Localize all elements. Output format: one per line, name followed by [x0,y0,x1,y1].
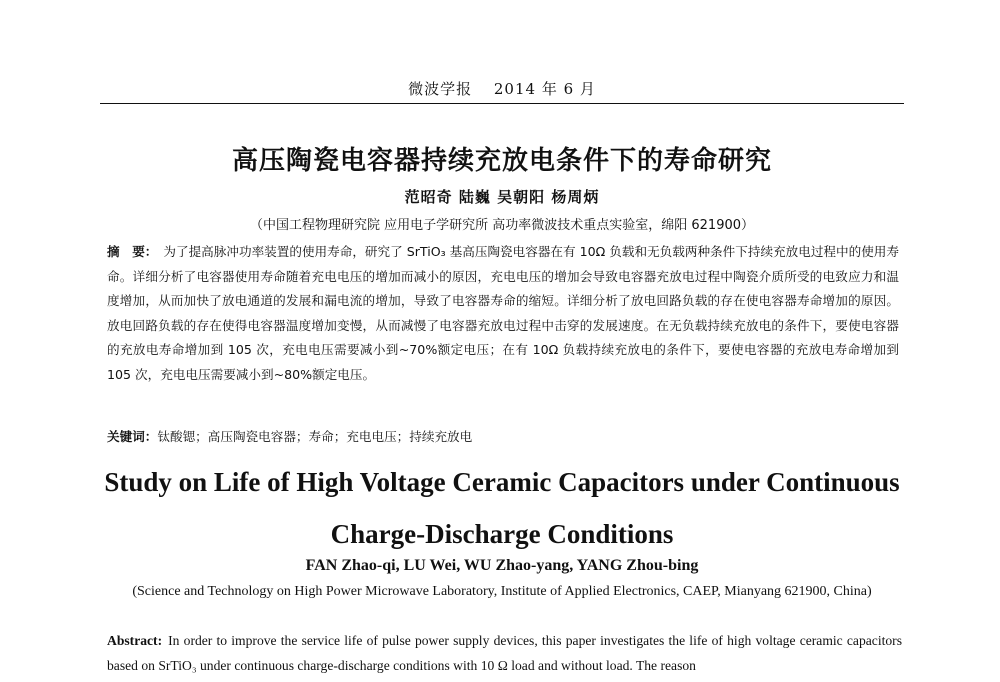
english-abstract-label: Abstract: [107,633,163,648]
chinese-authors: 范昭奇 陆巍 吴朝阳 杨周炳 [404,188,600,206]
header-rule [100,103,904,104]
english-affiliation: (Science and Technology on High Power Microwave Laboratory, Institute of Applied Electronics, CAEP, Mianyang 621900, China) [132,584,872,599]
english-title: Study on Life of High Voltage Ceramic Capacitors under Continuous Charge-Discharge Conditions [104,467,900,549]
chinese-keywords-text: 钛酸锶；高压陶瓷电容器；寿命；充电电压；持续充放电 [157,429,473,444]
chinese-affiliation: （中国工程物理研究院 应用电子学研究所 高功率微波技术重点实验室，绵阳 621900） [249,218,755,233]
english-abstract-text: In order to improve the service life of pulse power supply devices, this paper investigates the life of high voltage ceramic capacitors based on SrTiO₃ under continuous charge-discharge conditions with 10 Ω load and without load. The reason [107,633,902,673]
chinese-abstract-label: 摘 要： [107,244,158,259]
issue-date: 2014 年 6 月 [493,80,596,98]
journal-name: 微波学报 [408,80,473,98]
chinese-keywords [107,426,899,445]
chinese-keywords-label: 关键词： [107,429,158,444]
english-abstract [107,628,902,678]
english-authors: FAN Zhao-qi, LU Wei, WU Zhao-yang, YANG Zhou-bing [305,557,699,574]
running-header [100,78,904,99]
chinese-title: 高压陶瓷电容器持续充放电条件下的寿命研究 [231,146,772,176]
chinese-abstract-text: 为了提高脉冲功率装置的使用寿命，研究了 SrTiO₃ 基高压陶瓷电容器在有 10Ω 负载和无负载两种条件下持续充放电过程中的使用寿命。详细分析了电容器使用寿命随着充电电压的增加而减小的原因，充电电压的增加会导致电容器充放电过程中陶瓷介质所受的电致应力和温度增加，从而加快了放电通道的发展和漏电流的增加，导致了电容器寿命的缩短。详细分析了放电回路负载的存在使电容器寿命增加的原因。放电回路负载的存在使得电容器温度增加变慢，从而减慢了电容器充放电过程中击穿的发展速度。在无负载持续充放电的条件下，要使电容器的充放电寿命增加到 105 次，充电电压需要减小到~70%额定电压；在有 10Ω 负载持续充放电的条件下，要使电容器的充放电寿命增加到 105 次，充电电压需要减小到~80%额定电压。 [107,244,899,382]
chinese-abstract [107,240,899,388]
